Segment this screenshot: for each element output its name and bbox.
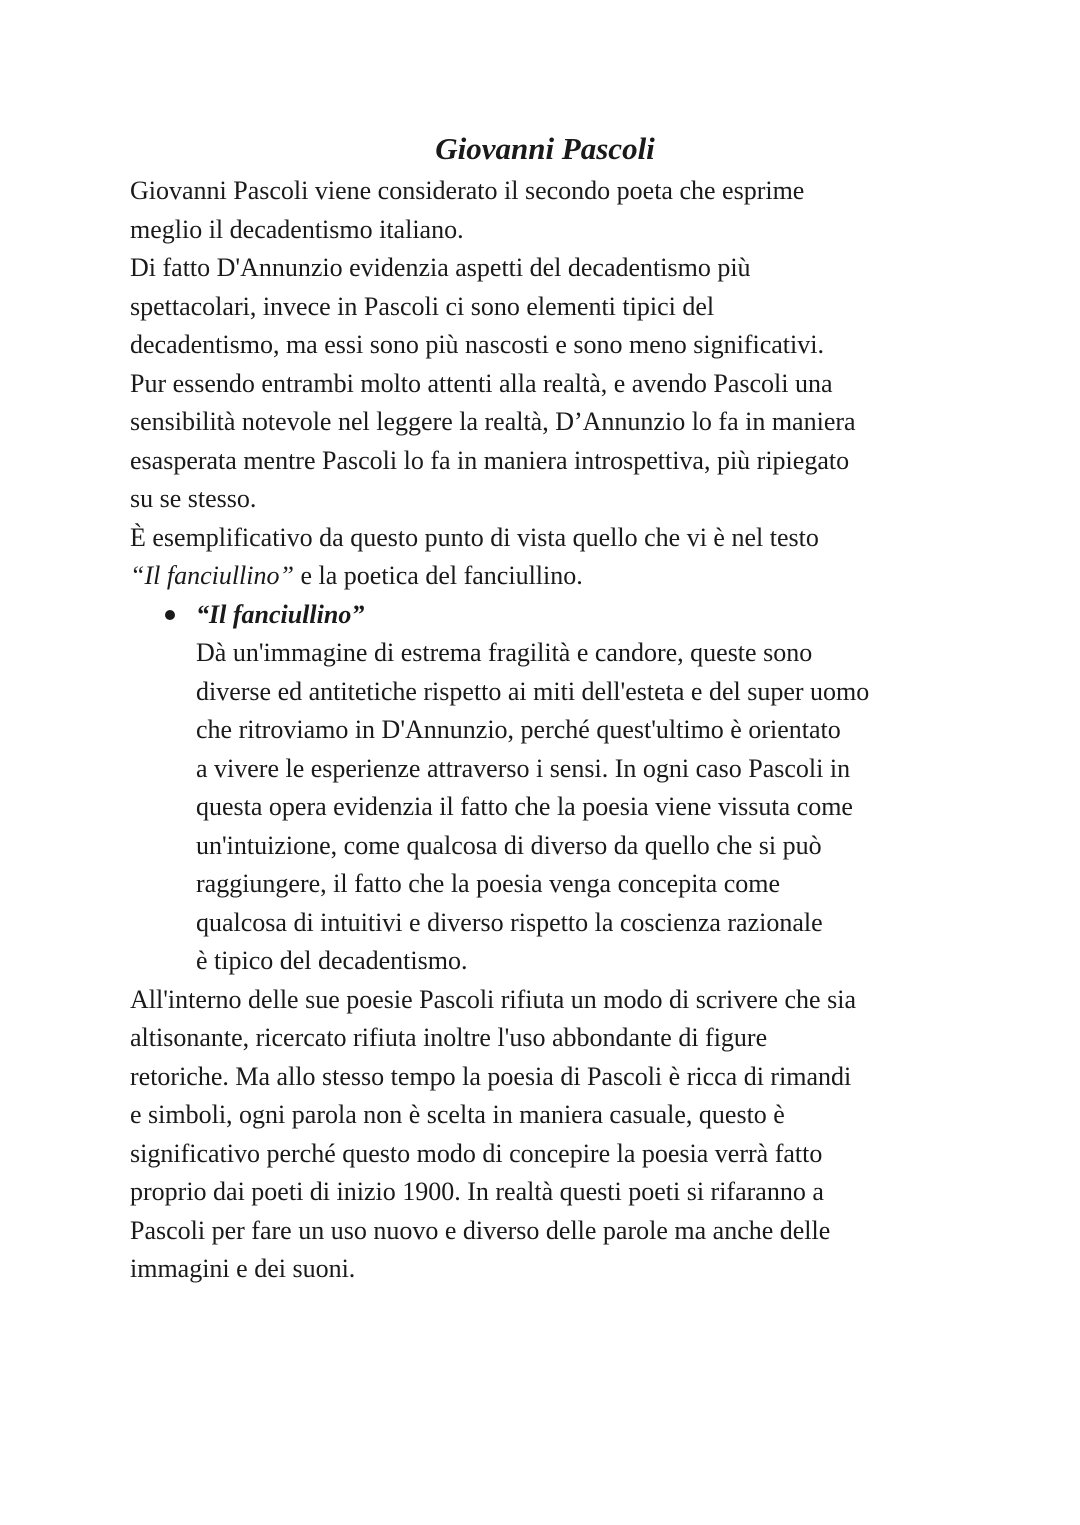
bullet-dot-icon: [165, 610, 175, 620]
bullet-item: [130, 596, 960, 981]
intro-quote: “Il fanciullino”: [130, 561, 294, 590]
intro-text: Giovanni Pascoli viene considerato il secondo poeta che esprime meglio il decadentismo italiano. Di fatto D'Annunzio evidenzia aspetti del decadentismo più spettacolari, invece in Pascoli ci sono elementi tipici del decadentismo, ma essi sono più nascosti e sono meno significativi. Pur essendo entrambi molto attenti alla realtà, e avendo Pascoli una sensibilità notevole nel leggere la realtà, D’Annunzio lo fa in maniera esasperata mentre Pascoli lo fa in maniera introspettiva, più ripiegato su se stesso. È esemplificativo da questo punto di vista quello che vi è nel testo: [130, 176, 856, 552]
bullet-heading: “Il fanciullino”: [196, 599, 365, 629]
closing-paragraph: All'interno delle sue poesie Pascoli rifiuta un modo di scrivere che sia altisonante, ricercato rifiuta inoltre l'uso abbondante di figure retoriche. Ma allo stesso tempo la poesia di Pascoli è ricca di rimandi e simboli, ogni parola non è scelta in maniera casuale, questo è significativo perché questo modo di concepire la poesia verrà fatto proprio dai poeti di inizio 1900. In realtà questi poeti si rifaranno a Pascoli per fare un uso nuovo e diverso delle parole ma anche delle immagini e dei suoni.: [130, 984, 856, 1283]
intro-paragraph: [130, 172, 960, 596]
document-title: Giovanni Pascoli: [435, 131, 655, 166]
intro-tail: e la poetica del fanciullino.: [293, 561, 583, 590]
bullet-body: Dà un'immagine di estrema fragilità e candore, queste sono diverse ed antitetiche rispetto ai miti dell'esteta e del super uomo che ritroviamo in D'Annunzio, perché quest'ultimo è orientato a vivere le esperienze attraverso i sensi. In ogni caso Pascoli in questa opera evidenzia il fatto che la poesia viene vissuta come un'intuizione, come qualcosa di diverso da quello che si può raggiungere, il fatto che la poesia venga concepita come qualcosa di intuitivi e diverso rispetto la coscienza razionale è tipico del decadentismo.: [196, 638, 870, 975]
document-page: [130, 128, 960, 1289]
